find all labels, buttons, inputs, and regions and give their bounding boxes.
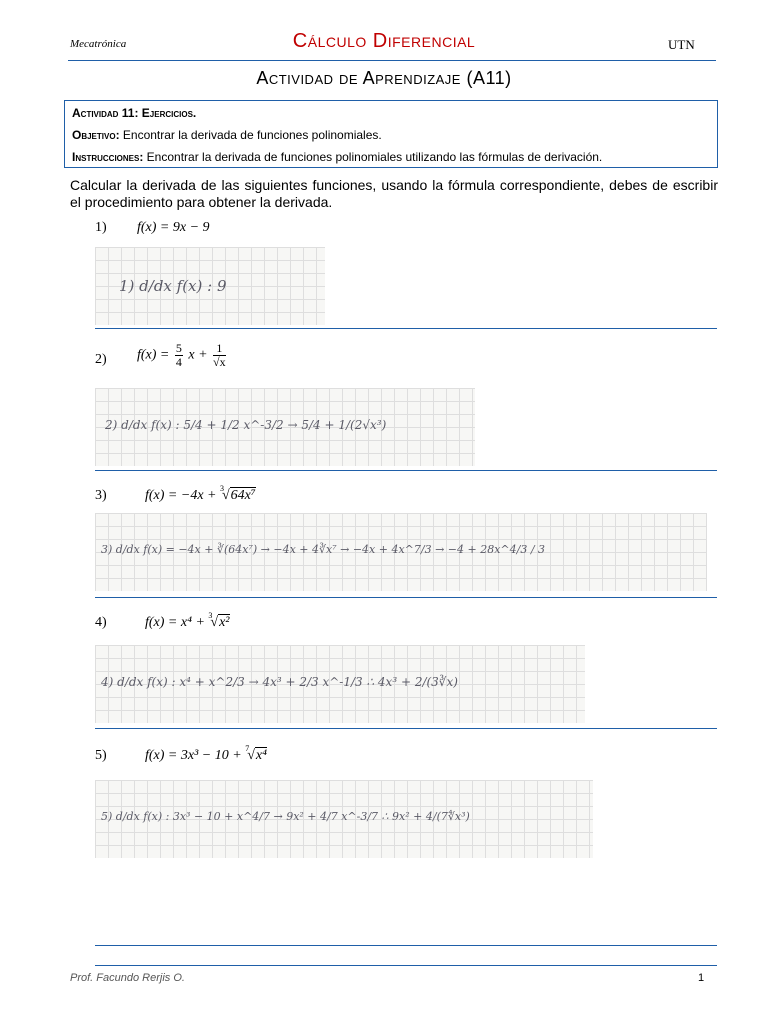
header-divider (68, 60, 716, 61)
intro-paragraph: Calcular la derivada de las siguientes funciones, usando la fórmula correspondiente, debes de escribir el procedimiento para obtener la derivada. (70, 177, 718, 210)
handwritten-text: 1) d/dx f(x) : 9 (119, 277, 227, 295)
problem-equation: f(x) = 3x³ − 10 + $^7$√x⁴ (145, 744, 267, 763)
activity-line (72, 106, 196, 120)
problem-equation: f(x) = 9x − 9 (137, 220, 210, 235)
handwritten-solution-image (95, 645, 585, 723)
page-title: Cálculo Diferencial (292, 30, 476, 52)
objective-line (72, 128, 382, 142)
separator (95, 728, 717, 729)
problem-number: 5) (95, 748, 107, 763)
separator (95, 328, 717, 329)
objective-label: Objetivo: (72, 128, 120, 142)
page-number: 1 (698, 972, 705, 984)
activity-title: Actividad de Aprendizaje (A11) (256, 68, 512, 88)
problem-number: 4) (95, 615, 107, 630)
problem-equation: f(x) = $\frac{5}{4}$ x + $\frac{1}{√x}$ (137, 341, 226, 369)
handwritten-text: 5) d/dx f(x) : 3x³ − 10 + x^4/7 → 9x² + 4/7 x^-3/7 ∴ 9x² + 4/(7∜x³) (101, 810, 470, 823)
problem-number: 2) (95, 352, 107, 367)
problem-equation: f(x) = x⁴ + $^3$√x² (145, 611, 230, 630)
handwritten-solution-image (95, 780, 593, 858)
header-subject: Mecatrónica (70, 38, 127, 50)
instructions-text: Encontrar la derivada de funciones polinomiales utilizando las fórmulas de derivación. (143, 150, 603, 164)
problem-number: 1) (95, 220, 107, 235)
handwritten-text: 2) d/dx f(x) : 5/4 + 1/2 x^-3/2 → 5/4 + 1/(2√x³) (105, 418, 387, 432)
handwritten-solution-image (95, 513, 707, 591)
separator (95, 470, 717, 471)
handwritten-text: 4) d/dx f(x) : x⁴ + x^2/3 → 4x³ + 2/3 x^-1/3 ∴ 4x³ + 2/(3∛x) (101, 675, 458, 689)
separator (95, 597, 717, 598)
problem-equation: f(x) = −4x + $^3$√64x⁷ (145, 484, 256, 503)
instructions-line (72, 150, 602, 164)
handwritten-solution-image (95, 247, 325, 325)
separator (95, 945, 717, 946)
problem-number: 3) (95, 488, 107, 503)
activity-label: Actividad 11: Ejercicios. (72, 106, 197, 120)
instructions-label: Instrucciones: (72, 150, 144, 164)
handwritten-solution-image (95, 388, 475, 466)
footer-author: Prof. Facundo Rerjis O. (70, 972, 185, 984)
header-institution: UTN (668, 37, 695, 52)
handwritten-text: 3) d/dx f(x) = −4x + ∛(64x⁷) → −4x + 4∛x⁷ → −4x + 4x^7/3 → −4 + 28x^4/3 / 3 (101, 543, 546, 556)
footer-divider (95, 965, 717, 966)
objective-text: Encontrar la derivada de funciones polinomiales. (119, 128, 382, 142)
